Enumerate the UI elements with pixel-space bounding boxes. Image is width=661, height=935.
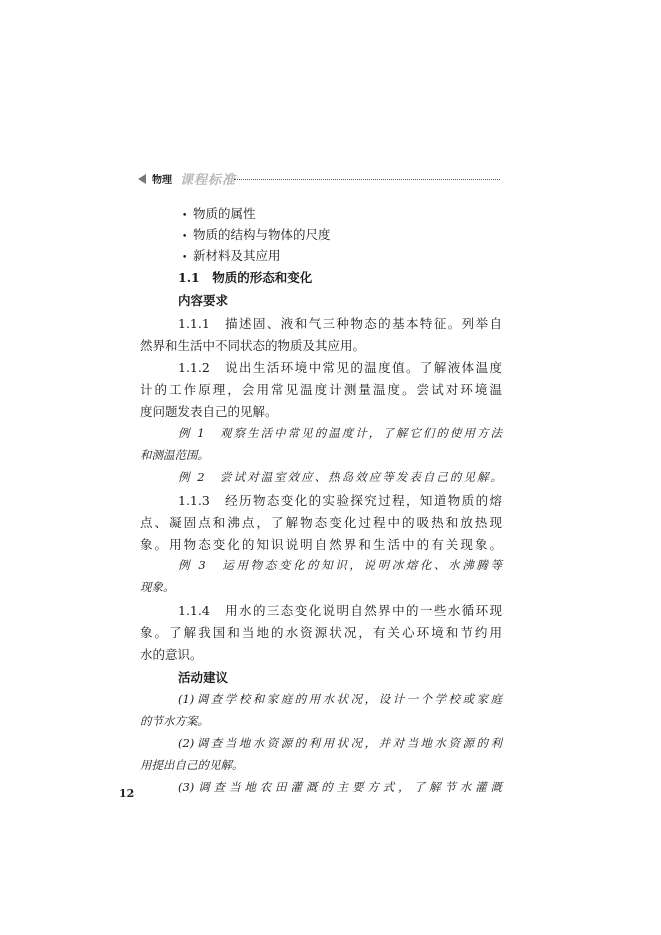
- item-1-1-2-line3: 度问题发表自己的见解。: [140, 404, 278, 419]
- activity-2-line2: 用提出自己的见解。: [140, 758, 244, 772]
- example-1-line2: 和测温范围。: [140, 448, 209, 462]
- example-2: 例 2 尝试对温室效应、热岛效应等发表自己的见解。: [178, 470, 502, 484]
- activity-2-line1: (2)调查当地水资源的利用状况，并对当地水资源的利: [178, 736, 502, 750]
- header-subject: 物理: [152, 175, 172, 186]
- item-1-1-2-line1: 1.1.2 说出生活环境中常见的温度值。了解液体温度: [178, 360, 502, 375]
- item-1-1-1-line2: 然界和生活中不同状态的物质及其应用。: [140, 338, 366, 353]
- triangle-left-icon: [138, 174, 146, 184]
- item-1-1-3-line1: 1.1.3 经历物态变化的实验探究过程，知道物质的熔: [178, 493, 502, 508]
- item-1-1-3-line3: 象。用物态变化的知识说明自然界和生活中的有关现象。: [140, 537, 502, 552]
- page-number: 12: [119, 787, 135, 800]
- activity-1-line2: 的节水方案。: [140, 714, 209, 728]
- bullet-icon: •: [182, 211, 188, 221]
- item-1-1-2-line2: 计的工作原理，会用常见温度计测量温度。尝试对环境温: [140, 382, 502, 397]
- content-requirements-heading: 内容要求: [178, 293, 229, 308]
- bullet-item: • 新材料及其应用: [182, 248, 281, 263]
- item-1-1-4-line3: 水的意识。: [140, 647, 203, 662]
- example-3-line1: 例 3 运用物态变化的知识，说明冰熔化、水沸腾等: [178, 558, 502, 572]
- item-1-1-1-line1: 1.1.1 描述固、液和气三种物态的基本特征。列举自: [178, 316, 502, 331]
- header-dotted-rule: [234, 179, 500, 180]
- running-header: [138, 170, 500, 188]
- example-3-line2: 现象。: [140, 580, 175, 594]
- item-1-1-3-line2: 点、凝固点和沸点，了解物态变化过程中的吸热和放热现: [140, 515, 502, 530]
- activities-heading: 活动建议: [178, 670, 229, 685]
- section-heading: 1.1 物质的形态和变化: [178, 270, 313, 285]
- header-title: 课程标准: [180, 173, 237, 188]
- activity-1-line1: (1)调查学校和家庭的用水状况，设计一个学校或家庭: [178, 692, 502, 706]
- bullet-item: • 物质的结构与物体的尺度: [182, 227, 331, 242]
- bullet-icon: •: [182, 253, 188, 263]
- bullet-item: • 物质的属性: [182, 206, 256, 221]
- item-1-1-4-line2: 象。了解我国和当地的水资源状况，有关心环境和节约用: [140, 625, 502, 640]
- activity-3-line1: (3)调查当地农田灌溉的主要方式，了解节水灌溉: [178, 780, 502, 794]
- item-1-1-4-line1: 1.1.4 用水的三态变化说明自然界中的一些水循环现: [178, 603, 502, 618]
- bullet-icon: •: [182, 232, 188, 242]
- example-1-line1: 例 1 观察生活中常见的温度计，了解它们的使用方法: [178, 426, 502, 440]
